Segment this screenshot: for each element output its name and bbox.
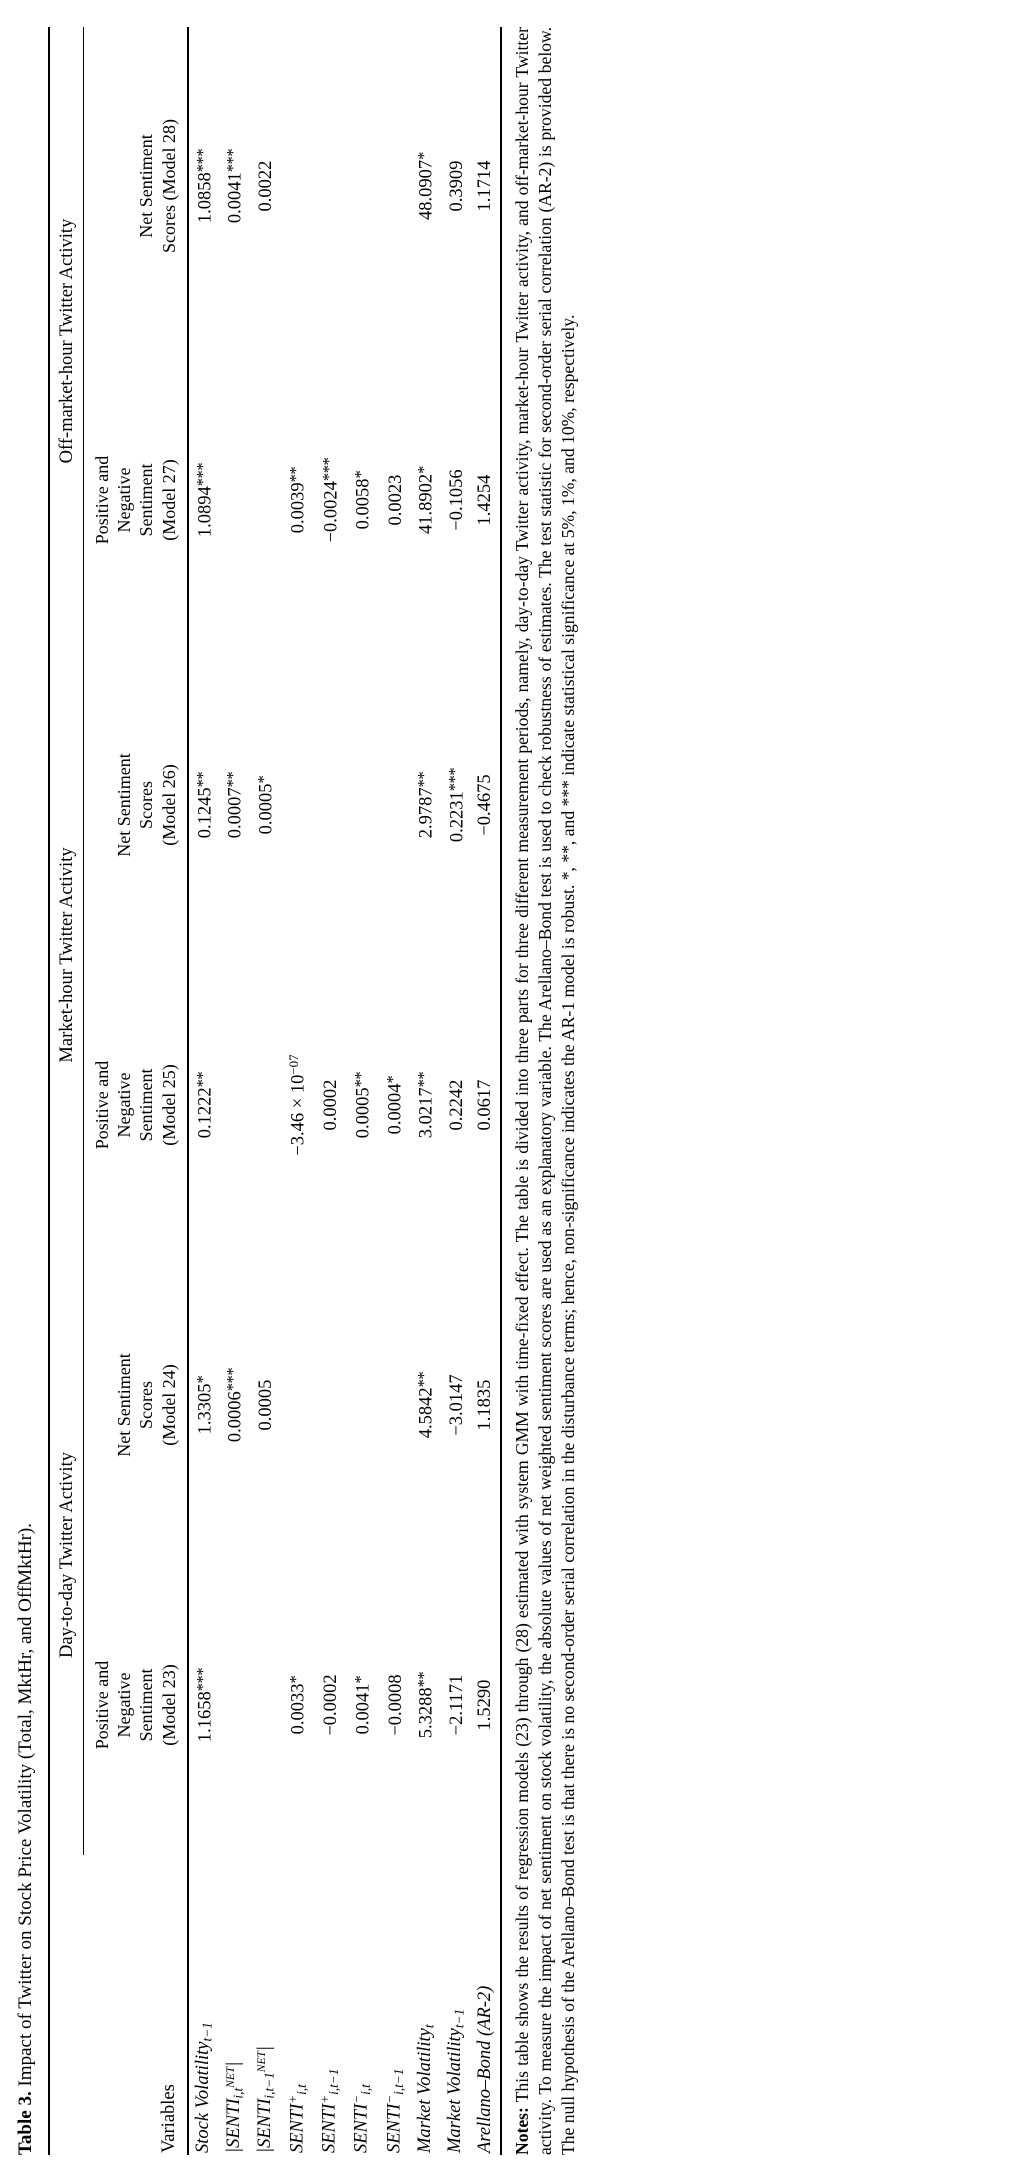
cell-value xyxy=(250,1555,281,1855)
cell-value xyxy=(378,655,410,955)
group-header-day-to-day: Day-to-day Twitter Activity xyxy=(49,1255,84,1855)
cell-value: 0.0617 xyxy=(472,955,501,1255)
cell-value: 0.0041* xyxy=(350,1675,374,1735)
column-header-row xyxy=(83,27,188,2155)
cell-value: 0.1245** xyxy=(192,771,216,839)
cell-value: −0.1056 xyxy=(447,469,468,531)
cell-value: 0.3909 xyxy=(447,160,468,212)
cell-value: 1.1835 xyxy=(472,1255,501,1555)
cell-value: 0.0005* xyxy=(253,775,277,835)
table-caption-label: Table 3. xyxy=(15,2091,36,2155)
cell-value xyxy=(346,1255,378,1555)
cell-value: 5.3288** xyxy=(413,1671,437,1739)
cell-value: 0.0007** xyxy=(223,771,246,839)
cell-value xyxy=(220,345,251,655)
column-header-model-25: Positive and Negative Sentiment (Model 25) xyxy=(83,955,188,1255)
cell-value: −2.1171 xyxy=(447,1674,468,1736)
cell-value xyxy=(220,955,251,1255)
notes-significance: *, **, and *** indicate statistical significance at 5%, 1%, and 10%, respectively. xyxy=(557,314,578,881)
results-table xyxy=(48,27,502,2155)
notes-label: Notes: xyxy=(511,2107,532,2155)
cell-value: 1.0858*** xyxy=(192,148,216,224)
cell-value: 1.5290 xyxy=(472,1555,501,1855)
cell-value xyxy=(378,27,410,345)
results-table-body xyxy=(188,27,501,2155)
table-caption-text: Impact of Twitter on Stock Price Volatility (Total, MktHr, and OffMktHr). xyxy=(15,1523,36,2087)
row-variable-name: Arellano–Bond (AR-2) xyxy=(472,1855,501,2155)
group-header-row xyxy=(49,27,84,2155)
group-header-off-market-hour: Off-market-hour Twitter Activity xyxy=(49,27,84,655)
row-variable-name: $SENTI^-_{i,t-1}$ xyxy=(381,2068,406,2153)
cell-value xyxy=(378,1255,410,1555)
table-notes xyxy=(511,27,580,2155)
cell-value: −3.0147 xyxy=(447,1374,468,1436)
cell-value xyxy=(250,955,281,1255)
group-header-spacer xyxy=(49,1855,84,2155)
cell-value xyxy=(313,1255,345,1555)
cell-value: 0.0023 xyxy=(385,474,406,526)
table-row xyxy=(441,27,472,2155)
row-variable-name: Market Volatility$_{t-1}$ xyxy=(445,2008,468,2153)
cell-value: −0.0008 xyxy=(385,1674,406,1736)
cell-value: 41.8902* xyxy=(413,466,437,534)
table-row xyxy=(346,27,378,2155)
cell-value: −0.0024*** xyxy=(318,457,342,543)
table-row xyxy=(250,27,281,2155)
cell-value xyxy=(281,27,313,345)
row-variable-name: $|SENTI_{i,t-1}^{NET}|$ xyxy=(254,2046,277,2153)
cell-value: 4.5842** xyxy=(413,1371,437,1439)
table-row xyxy=(188,27,220,2155)
table-row xyxy=(313,27,345,2155)
row-variable-name: $|SENTI_{i,t}^{NET}|$ xyxy=(224,2061,246,2153)
cell-value xyxy=(281,1255,313,1555)
cell-value: 1.0894*** xyxy=(192,462,216,538)
column-header-model-28: Net Sentiment Scores (Model 28) xyxy=(83,27,188,345)
table-row xyxy=(378,27,410,2155)
cell-value: −0.4675 xyxy=(472,655,501,955)
column-header-variables: Variables xyxy=(83,1855,188,2155)
cell-value: 48.0907* xyxy=(413,152,437,220)
cell-value: 0.0033* xyxy=(286,1675,309,1735)
cell-value: 0.0005** xyxy=(350,1071,374,1139)
cell-value: 0.0005 xyxy=(256,1379,277,1431)
column-header-model-27: Positive and Negative Sentiment (Model 27) xyxy=(83,345,188,655)
cell-value xyxy=(313,27,345,345)
table-row xyxy=(410,27,441,2155)
table-row xyxy=(220,27,251,2155)
cell-value: 0.0039** xyxy=(286,466,309,534)
cell-value: 1.4254 xyxy=(472,345,501,655)
cell-value: 0.0002 xyxy=(321,1079,342,1131)
cell-value: 1.3305* xyxy=(192,1375,216,1435)
cell-value: 1.1714 xyxy=(472,27,501,345)
cell-value: 0.1222** xyxy=(192,1071,216,1139)
cell-value: 0.0022 xyxy=(256,160,277,212)
row-variable-name: Market Volatility$_t$ xyxy=(414,2024,437,2153)
notes-text: This table shows the results of regression models (23) through (28) estimated with system GMM with time-fixed effect. The table is divided into three parts for three different measurement periods, namely, day-to-day Twitter activity, market-hour Twitter activity, and off-market-hour Twitter activity. To measure the impact of net sentiment on stock volatility, the absolute values of net weighted sentiment scores are used as an explanatory variable. The Arellano–Bond test is used to check robustness of estimates. The test statistic for second-order serial correlation (AR-2) is provided below. The null hypothesis of the Arellano–Bond test is that there is no second-order serial correlation in the disturbance terms; hence, non-significance indicates the AR-1 model is robust. xyxy=(511,27,578,2155)
cell-value: 0.0006*** xyxy=(223,1367,246,1443)
column-header-model-26: Net Sentiment Scores (Model 26) xyxy=(83,655,188,955)
table-row xyxy=(281,27,313,2155)
cell-value xyxy=(281,655,313,955)
cell-value xyxy=(346,655,378,955)
cell-value: 3.0217** xyxy=(413,1071,437,1139)
cell-value xyxy=(346,27,378,345)
row-variable-name: $SENTI^+_{i,t-1}$ xyxy=(316,2068,342,2153)
cell-value: $-3.46 \times 10^{-07}$ xyxy=(286,1054,309,1156)
column-header-model-23: Positive and Negative Sentiment (Model 23) xyxy=(83,1555,188,1855)
cell-value: 0.0041*** xyxy=(223,148,246,224)
cell-value: 0.0058* xyxy=(350,470,374,530)
row-variable-name: $SENTI^+_{i,t}$ xyxy=(284,2084,309,2153)
cell-value: 1.1658*** xyxy=(192,1667,216,1743)
row-variable-name: $SENTI^-_{i,t}$ xyxy=(349,2084,374,2153)
table-row xyxy=(472,27,501,2155)
column-header-model-24: Net Sentiment Scores (Model 24) xyxy=(83,1255,188,1555)
row-variable-name: Stock Volatility$_{t-1}$ xyxy=(193,2022,216,2153)
cell-value: −0.0002 xyxy=(321,1674,342,1736)
cell-value: 0.2231*** xyxy=(444,767,468,843)
cell-value xyxy=(313,655,345,955)
group-header-market-hour: Market-hour Twitter Activity xyxy=(49,655,84,1255)
cell-value: 0.2242 xyxy=(447,1079,468,1131)
cell-value: 2.9787** xyxy=(413,771,437,839)
cell-value xyxy=(250,345,281,655)
cell-value xyxy=(220,1555,251,1855)
table-caption xyxy=(14,22,38,2155)
cell-value: 0.0004* xyxy=(383,1075,406,1135)
